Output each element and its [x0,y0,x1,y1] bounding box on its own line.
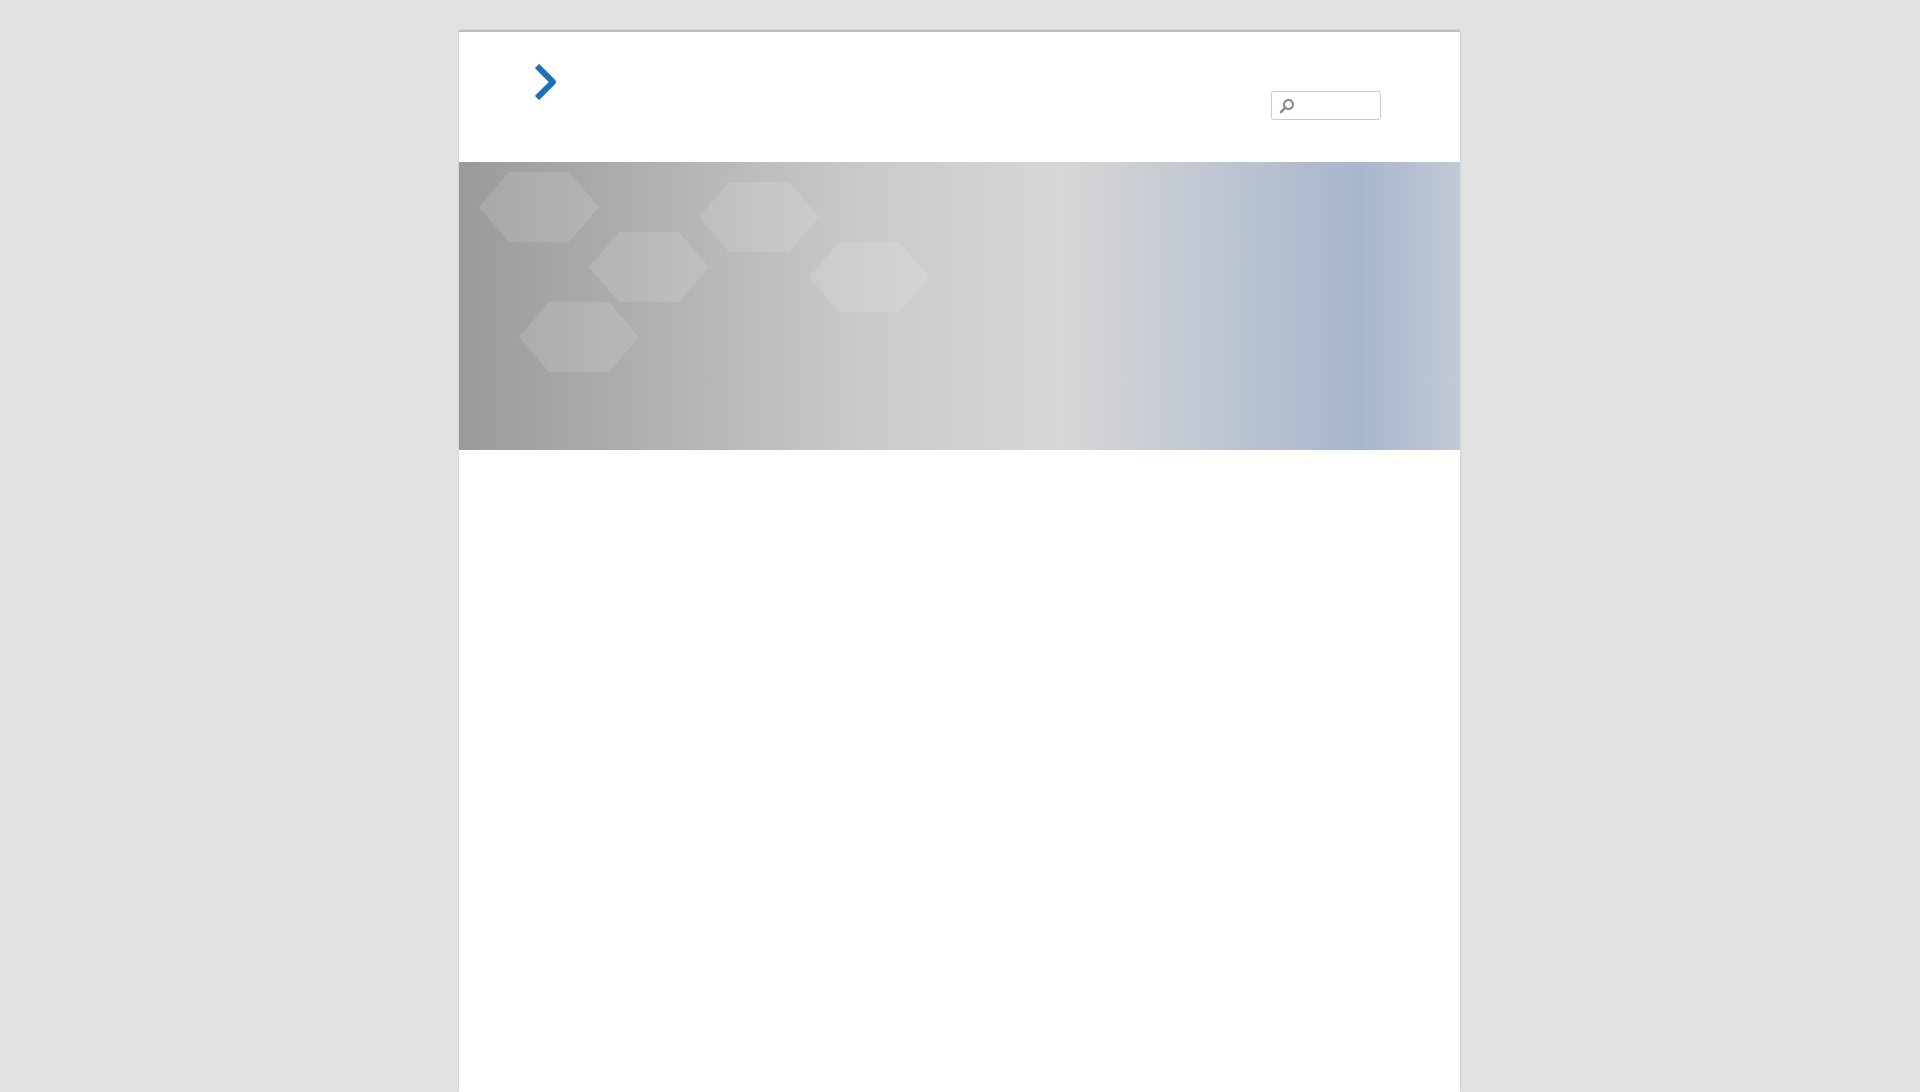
search-input[interactable] [1299,98,1379,114]
header-banner [459,162,1460,450]
banner-hexagon [699,182,819,252]
konradin-logo[interactable] [535,54,755,154]
banner-hexagon [589,232,709,302]
page-container [459,30,1460,1092]
banner-hexagon [809,242,929,312]
banner-hexagon [479,172,599,242]
search-box[interactable] [1271,91,1381,120]
search-icon [1279,98,1295,114]
banner-hexagon [519,302,639,372]
chevron-right-icon [535,64,557,100]
